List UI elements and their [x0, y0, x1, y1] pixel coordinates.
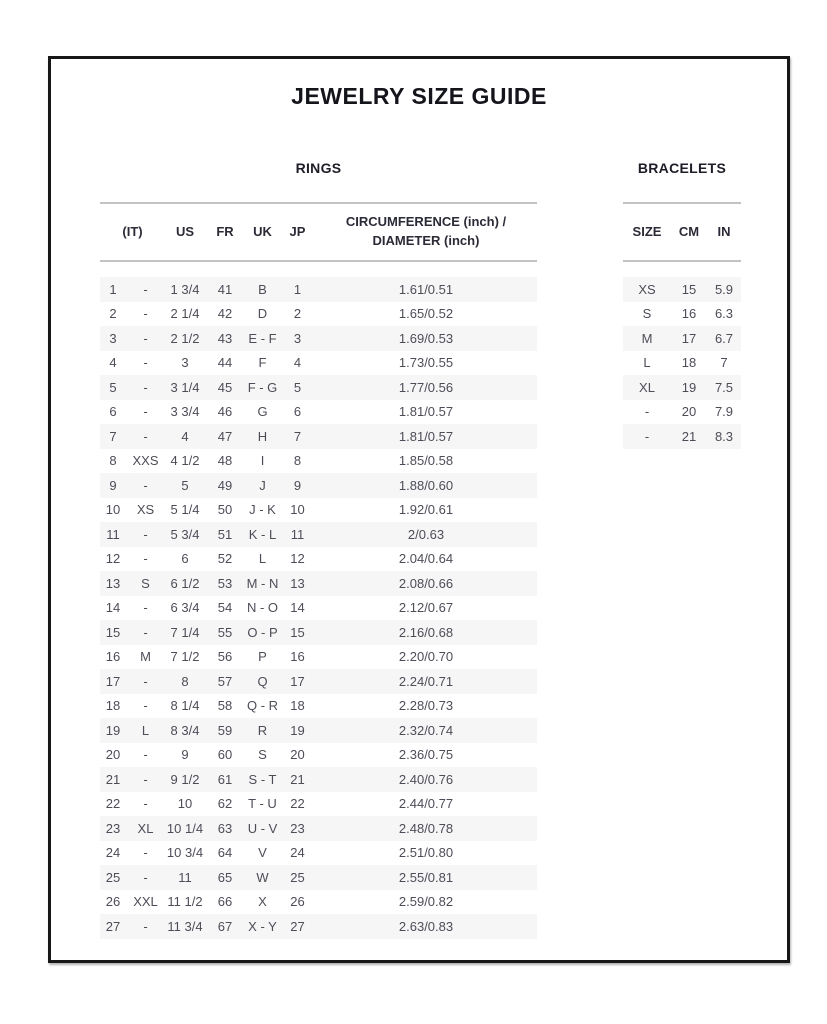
size-cell: -	[143, 330, 148, 346]
ring-size-row	[100, 302, 537, 327]
bracelet-size-row	[623, 375, 741, 400]
size-cell: 9 1/2	[170, 771, 200, 787]
circumference-header-line2: DIAMETER (inch)	[372, 233, 480, 248]
bracelet-size-row	[623, 400, 741, 425]
size-cell: U - V	[247, 820, 278, 836]
size-cell: 4	[293, 355, 302, 371]
size-cell: XL	[639, 379, 655, 395]
size-cell: 2.44/0.77	[398, 796, 454, 812]
size-cell: 63	[217, 820, 233, 836]
size-cell: B	[258, 281, 267, 297]
size-cell: 6	[109, 404, 117, 420]
ring-size-row	[100, 522, 537, 547]
size-cell: 53	[217, 575, 233, 591]
size-cell: 2.32/0.74	[398, 722, 454, 738]
size-cell: 3	[181, 355, 189, 371]
size-cell: 27	[290, 918, 305, 934]
size-cell: 2.55/0.81	[398, 869, 454, 885]
size-cell: 8	[181, 673, 189, 689]
size-cell: 18	[105, 698, 121, 714]
size-cell: 5 3/4	[170, 526, 200, 542]
size-cell: 2 1/4	[170, 306, 200, 322]
size-cell: 1.92/0.61	[398, 502, 454, 518]
size-cell: E - F	[248, 330, 277, 346]
ring-size-row	[100, 890, 537, 915]
size-cell: 58	[217, 698, 233, 714]
ring-size-row	[100, 914, 537, 939]
size-cell: 2/0.63	[407, 526, 445, 542]
size-cell: 52	[217, 551, 233, 567]
size-cell: 2 1/2	[170, 330, 200, 346]
bracelets-header-row	[623, 203, 741, 261]
rings-section	[100, 160, 537, 939]
ring-size-row	[100, 694, 537, 719]
size-cell: 46	[217, 404, 233, 420]
size-cell: 14	[105, 600, 121, 616]
size-cell: 5	[293, 379, 302, 395]
col-header-size: SIZE	[632, 223, 662, 239]
tables-layout	[51, 160, 787, 939]
size-cell: 15	[290, 624, 305, 640]
size-cell: 16	[290, 649, 305, 665]
size-cell: X	[258, 894, 267, 910]
size-cell: 12	[105, 551, 121, 567]
size-cell: 8	[293, 453, 302, 469]
col-header-uk: UK	[253, 223, 272, 239]
size-cell: 19	[105, 722, 121, 738]
col-header-fr: FR	[216, 223, 234, 239]
size-cell: 20	[290, 747, 305, 763]
size-cell: L	[643, 355, 651, 371]
bracelets-table-header	[623, 203, 741, 261]
size-cell: 51	[217, 526, 233, 542]
size-cell: 6.7	[714, 330, 734, 346]
col-header-us: US	[175, 223, 195, 239]
size-cell: 11	[290, 526, 305, 542]
size-cell: 61	[217, 771, 233, 787]
ring-size-row	[100, 816, 537, 841]
size-cell: 4	[181, 428, 189, 444]
size-cell: 6 1/2	[170, 575, 200, 591]
size-cell: 27	[105, 918, 121, 934]
size-cell: 23	[290, 820, 305, 836]
size-cell: 16	[681, 306, 697, 322]
size-cell: 44	[217, 355, 233, 371]
size-cell: 14	[290, 600, 305, 616]
size-cell: -	[143, 869, 148, 885]
size-cell: -	[143, 306, 148, 322]
size-cell: 15	[105, 624, 121, 640]
size-cell: 54	[217, 600, 233, 616]
size-cell: 3 3/4	[170, 404, 200, 420]
size-cell: 1	[293, 281, 302, 297]
size-cell: 7	[293, 428, 302, 444]
size-cell: 2	[293, 306, 302, 322]
size-cell: 49	[217, 477, 233, 493]
ring-size-row	[100, 767, 537, 792]
size-cell: 6.3	[714, 306, 734, 322]
header-gap-cell	[623, 261, 741, 277]
size-cell: 7 1/2	[170, 649, 200, 665]
size-cell: S	[642, 306, 652, 322]
size-cell: 5	[109, 379, 117, 395]
size-cell: D	[257, 306, 268, 322]
size-cell: 1.69/0.53	[398, 330, 454, 346]
size-cell: 1	[109, 281, 117, 297]
bracelets-heading: BRACELETS	[637, 160, 727, 176]
size-guide-panel	[48, 56, 790, 963]
size-cell: 20	[105, 747, 121, 763]
size-cell: XXS	[132, 453, 159, 469]
size-cell: 19	[290, 722, 305, 738]
size-cell: 21	[290, 771, 305, 787]
size-cell: -	[644, 428, 650, 444]
size-cell: 2.51/0.80	[398, 845, 454, 861]
ring-size-row	[100, 620, 537, 645]
size-cell: 1.85/0.58	[398, 453, 454, 469]
size-cell: -	[143, 600, 148, 616]
size-cell: S - T	[248, 771, 277, 787]
size-cell: 64	[217, 845, 233, 861]
col-header-circumference	[315, 203, 537, 261]
ring-size-row	[100, 645, 537, 670]
size-cell: X - Y	[248, 918, 277, 934]
size-cell: 17	[105, 673, 121, 689]
size-cell: 57	[217, 673, 233, 689]
bracelets-table-body	[623, 261, 741, 449]
size-cell: -	[143, 845, 148, 861]
size-cell: 43	[217, 330, 233, 346]
size-cell: 67	[217, 918, 233, 934]
size-cell: 1.77/0.56	[398, 379, 454, 395]
col-header-it: (IT)	[122, 223, 143, 239]
page-title: JEWELRY SIZE GUIDE	[291, 83, 547, 109]
size-cell: 5.9	[714, 281, 734, 297]
rings-heading: RINGS	[295, 160, 342, 176]
size-cell: 47	[217, 428, 233, 444]
size-cell: 8 3/4	[170, 722, 200, 738]
size-cell: K - L	[248, 526, 277, 542]
size-cell: 60	[217, 747, 233, 763]
ring-size-row	[100, 326, 537, 351]
size-cell: 1 3/4	[170, 281, 200, 297]
size-cell: 19	[681, 379, 697, 395]
size-cell: -	[143, 673, 148, 689]
size-cell: -	[143, 477, 148, 493]
size-cell: -	[143, 428, 148, 444]
size-cell: -	[143, 624, 148, 640]
size-cell: 5	[181, 477, 189, 493]
ring-size-row	[100, 792, 537, 817]
bracelets-table	[623, 202, 741, 449]
size-cell: 2.28/0.73	[398, 698, 454, 714]
size-cell: 1.81/0.57	[398, 428, 454, 444]
size-cell: 1.61/0.51	[398, 281, 454, 297]
size-cell: 21	[681, 428, 697, 444]
ring-size-row	[100, 865, 537, 890]
size-cell: 7.5	[714, 379, 734, 395]
size-cell: 11	[178, 869, 192, 885]
size-cell: 7	[109, 428, 117, 444]
circumference-header-line1: CIRCUMFERENCE (inch) /	[345, 214, 507, 230]
size-cell: 16	[105, 649, 121, 665]
size-cell: -	[143, 526, 148, 542]
size-cell: -	[143, 404, 148, 420]
size-cell: 3 1/4	[170, 379, 200, 395]
size-cell: 2.36/0.75	[398, 747, 454, 763]
size-cell: S	[258, 747, 267, 763]
size-cell: 13	[290, 575, 305, 591]
size-cell: 5 1/4	[170, 502, 200, 518]
size-cell: H	[257, 428, 268, 444]
size-cell: 3	[109, 330, 117, 346]
size-cell: 10 1/4	[166, 820, 204, 836]
ring-size-row	[100, 424, 537, 449]
bracelet-size-row	[623, 424, 741, 449]
size-cell: 9	[293, 477, 302, 493]
size-cell: 3	[293, 330, 302, 346]
size-cell: -	[143, 796, 148, 812]
rings-header-row	[100, 203, 537, 261]
size-cell: 11 1/2	[167, 894, 203, 910]
size-cell: 2.12/0.67	[398, 600, 454, 616]
size-cell: 2.48/0.78	[398, 820, 454, 836]
ring-size-row	[100, 718, 537, 743]
size-cell: 11	[106, 526, 120, 542]
size-cell: -	[644, 404, 650, 420]
size-cell: S	[141, 575, 150, 591]
size-cell: XS	[638, 281, 656, 297]
header-gap	[623, 261, 741, 277]
size-cell: 9	[109, 477, 117, 493]
size-cell: 2.40/0.76	[398, 771, 454, 787]
header-gap-cell	[100, 261, 537, 277]
size-cell: Q	[257, 673, 268, 689]
size-cell: 2.59/0.82	[398, 894, 454, 910]
size-cell: M	[641, 330, 653, 346]
size-cell: 66	[217, 894, 233, 910]
size-cell: 7	[720, 355, 728, 371]
size-cell: 62	[217, 796, 233, 812]
size-cell: 25	[105, 869, 121, 885]
size-cell: 9	[181, 747, 189, 763]
size-cell: 6 3/4	[170, 600, 200, 616]
col-header-jp: JP	[289, 223, 306, 239]
size-cell: 6	[181, 551, 189, 567]
size-cell: -	[143, 747, 148, 763]
ring-size-row	[100, 547, 537, 572]
size-cell: 45	[217, 379, 233, 395]
size-cell: 10	[290, 502, 305, 518]
size-cell: J - K	[249, 502, 276, 518]
ring-size-row	[100, 400, 537, 425]
size-cell: -	[143, 379, 148, 395]
size-cell: 7.9	[714, 404, 734, 420]
size-cell: 7 1/4	[170, 624, 200, 640]
ring-size-row	[100, 743, 537, 768]
size-cell: V	[258, 845, 267, 861]
size-cell: 1.88/0.60	[398, 477, 454, 493]
size-cell: Q - R	[246, 698, 279, 714]
size-cell: 2.63/0.83	[398, 918, 454, 934]
size-cell: 12	[290, 551, 305, 567]
size-cell: 55	[217, 624, 233, 640]
bracelet-size-row	[623, 277, 741, 302]
size-cell: 1.81/0.57	[398, 404, 454, 420]
size-cell: 2.24/0.71	[398, 673, 454, 689]
size-cell: 22	[290, 796, 305, 812]
size-cell: M	[140, 649, 151, 665]
size-cell: 8 1/4	[170, 698, 200, 714]
size-cell: 17	[290, 673, 305, 689]
size-cell: -	[143, 551, 148, 567]
rings-table-body	[100, 261, 537, 939]
size-cell: W	[256, 869, 269, 885]
size-cell: 11 3/4	[167, 918, 203, 934]
bracelets-section	[623, 160, 741, 449]
ring-size-row	[100, 449, 537, 474]
size-cell: I	[260, 453, 265, 469]
size-cell: T - U	[248, 796, 277, 812]
size-cell: 13	[105, 575, 121, 591]
size-cell: -	[143, 918, 148, 934]
size-cell: 20	[681, 404, 697, 420]
size-cell: XS	[136, 502, 155, 518]
bracelet-size-row	[623, 326, 741, 351]
size-cell: 1.73/0.55	[398, 355, 454, 371]
ring-size-row	[100, 277, 537, 302]
size-cell: XXL	[133, 894, 158, 910]
size-cell: P	[258, 649, 267, 665]
size-cell: 26	[290, 894, 305, 910]
size-cell: L	[141, 722, 150, 738]
size-cell: 10 3/4	[166, 845, 204, 861]
size-cell: 10	[177, 796, 193, 812]
bracelet-size-row	[623, 351, 741, 376]
size-cell: 10	[105, 502, 121, 518]
size-cell: 18	[290, 698, 305, 714]
rings-table-header	[100, 203, 537, 261]
size-cell: 25	[290, 869, 305, 885]
size-cell: 1.65/0.52	[398, 306, 454, 322]
size-cell: L	[258, 551, 267, 567]
header-gap	[100, 261, 537, 277]
size-cell: 2.08/0.66	[398, 575, 454, 591]
size-cell: 18	[681, 355, 697, 371]
ring-size-row	[100, 596, 537, 621]
size-cell: 2	[109, 306, 117, 322]
size-cell: R	[257, 722, 268, 738]
size-cell: -	[143, 281, 148, 297]
size-cell: 8.3	[714, 428, 734, 444]
size-cell: 4 1/2	[170, 453, 200, 469]
size-cell: 50	[217, 502, 233, 518]
size-cell: O - P	[247, 624, 278, 640]
size-cell: 48	[217, 453, 233, 469]
ring-size-row	[100, 841, 537, 866]
size-cell: G	[257, 404, 268, 420]
size-cell: 24	[105, 845, 121, 861]
size-cell: -	[143, 355, 148, 371]
ring-size-row	[100, 375, 537, 400]
size-cell: 65	[217, 869, 233, 885]
size-cell: -	[143, 698, 148, 714]
size-cell: 2.16/0.68	[398, 624, 454, 640]
size-cell: F - G	[247, 379, 278, 395]
size-cell: 17	[681, 330, 697, 346]
size-cell: 2.04/0.64	[398, 551, 454, 567]
size-cell: F	[258, 355, 267, 371]
size-cell: -	[143, 771, 148, 787]
size-cell: 6	[293, 404, 302, 420]
col-header-in: IN	[717, 223, 731, 239]
size-cell: 59	[217, 722, 233, 738]
size-cell: 41	[217, 281, 233, 297]
ring-size-row	[100, 669, 537, 694]
size-cell: 2.20/0.70	[398, 649, 454, 665]
size-cell: 56	[217, 649, 233, 665]
size-cell: 8	[109, 453, 117, 469]
rings-table	[100, 202, 537, 939]
size-cell: J	[259, 477, 266, 493]
size-cell: 23	[105, 820, 121, 836]
size-cell: 26	[105, 894, 121, 910]
ring-size-row	[100, 351, 537, 376]
col-header-cm: CM	[678, 223, 700, 239]
size-cell: N - O	[246, 600, 279, 616]
size-cell: 21	[105, 771, 121, 787]
ring-size-row	[100, 498, 537, 523]
size-cell: 24	[290, 845, 305, 861]
size-cell: XL	[137, 820, 154, 836]
size-cell: M - N	[246, 575, 279, 591]
ring-size-row	[100, 473, 537, 498]
size-cell: 42	[217, 306, 233, 322]
bracelet-size-row	[623, 302, 741, 327]
size-cell: 15	[681, 281, 697, 297]
size-cell: 22	[105, 796, 121, 812]
ring-size-row	[100, 571, 537, 596]
size-cell: 4	[109, 355, 117, 371]
